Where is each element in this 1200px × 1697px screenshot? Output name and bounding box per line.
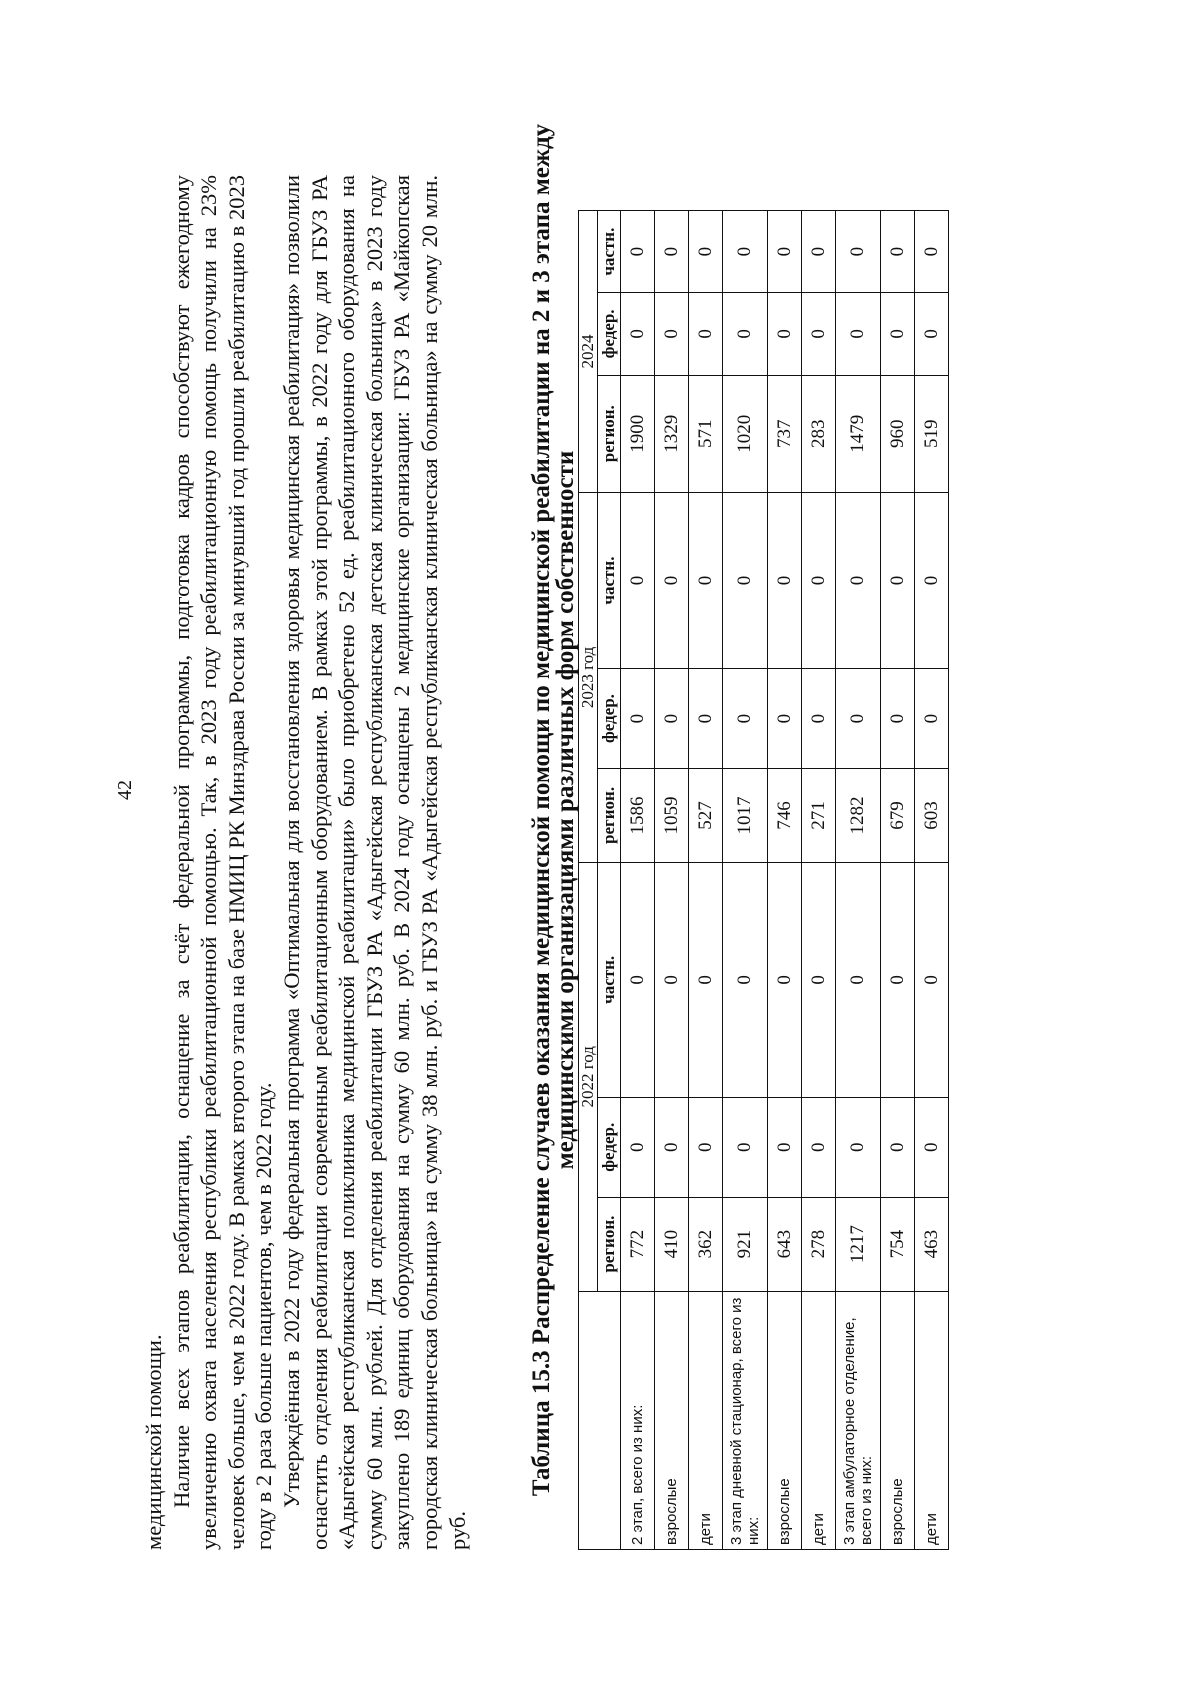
table-cell: 0: [621, 862, 655, 1097]
table-cell: 0: [768, 669, 802, 769]
table-cell: 0: [836, 293, 881, 375]
table-cell: 0: [802, 862, 836, 1097]
table-cell: 0: [655, 293, 689, 375]
table-cell: 0: [768, 293, 802, 375]
year-header: 2023 год: [579, 492, 598, 862]
table-cell: 0: [621, 492, 655, 668]
table-cell: 0: [689, 211, 723, 293]
table-cell: 0: [621, 669, 655, 769]
row-label: дети: [802, 1291, 836, 1549]
table-cell: 527: [689, 768, 723, 862]
table-cell: 1479: [836, 375, 881, 492]
table-cell: 0: [915, 211, 949, 293]
table-cell: 0: [621, 211, 655, 293]
row-label: дети: [915, 1291, 949, 1549]
table-cell: 737: [768, 375, 802, 492]
table-cell: 0: [768, 492, 802, 668]
table-cell: 0: [768, 211, 802, 293]
table-cell: 0: [621, 1097, 655, 1197]
table-cell: 0: [723, 211, 768, 293]
year-header: 2022 год: [579, 862, 598, 1291]
table-cell: 0: [689, 293, 723, 375]
paragraph: Наличие всех этапов реабилитации, оснащение за счёт федеральной программы, подготовка кадров способствуют ежегодному увеличению охвата населения республики реабилитационной помощью. Так, в 2023 году реабилитационную помощь получили на 23% человек больше, чем в 2022 году. В рамках второго этапа на базе НМИЦ РК Минздрава России за минувший год прошли реабилитацию в 2023 году в 2 раза больше пациентов, чем в 2022 году.: [168, 175, 277, 1550]
col-header: регион.: [598, 1197, 621, 1291]
table-cell: 0: [915, 1097, 949, 1197]
table-row: [655, 211, 689, 1550]
table-cell: 362: [689, 1197, 723, 1291]
table-cell: 0: [655, 492, 689, 668]
table-cell: 679: [881, 768, 915, 862]
row-label: 3 этап амбулаторное отделение, всего из них:: [836, 1291, 881, 1549]
table-cell: 1900: [621, 375, 655, 492]
table-cell: 0: [802, 211, 836, 293]
table-row: [689, 211, 723, 1550]
table-cell: 0: [689, 862, 723, 1097]
col-header: федер.: [598, 1097, 621, 1197]
table-cell: 0: [768, 1097, 802, 1197]
row-label: 3 этап дневной стационар, всего из них:: [723, 1291, 768, 1549]
table-cell: 1059: [655, 768, 689, 862]
table-cell: 571: [689, 375, 723, 492]
table-cell: 0: [836, 1097, 881, 1197]
table-row: [802, 211, 836, 1550]
table-cell: 1586: [621, 768, 655, 862]
table-row: [881, 211, 915, 1550]
table-cell: 0: [655, 862, 689, 1097]
table-cell: 0: [836, 492, 881, 668]
row-label: взрослые: [768, 1291, 802, 1549]
rehab-table: [578, 210, 949, 1550]
page-number: 42: [114, 780, 136, 800]
table-cell: 0: [802, 492, 836, 668]
table-cell: 271: [802, 768, 836, 862]
col-header: частн.: [598, 211, 621, 293]
table-body: [621, 211, 949, 1550]
table-cell: 0: [881, 1097, 915, 1197]
table-cell: 1217: [836, 1197, 881, 1291]
table-cell: 0: [915, 293, 949, 375]
table-cell: 746: [768, 768, 802, 862]
col-header: частн.: [598, 492, 621, 668]
table-cell: 0: [689, 669, 723, 769]
table-cell: 0: [723, 669, 768, 769]
table-cell: 0: [689, 492, 723, 668]
table-cell: 0: [836, 862, 881, 1097]
table-cell: 603: [915, 768, 949, 862]
table-cell: 1329: [655, 375, 689, 492]
table-cell: 0: [723, 293, 768, 375]
paragraph: Утверждённая в 2022 году федеральная программа «Оптимальная для восстановления здоровья медицинская реабилитация» позволили оснастить отделения реабилитации современным реабилитационным оборудованием. В рамках этой программы, в 2022 году для ГБУЗ РА «Адыгейская республиканская поликлиника медицинской реабилитации» было приобретено 52 ед. реабилитационного оборудования на сумму 60 млн. рублей. Для отделения реабилитации ГБУЗ РА «Адыгейская республиканская детская клиническая больница» в 2023 году закуплено 189 единиц оборудования на сумму 60 млн. руб. В 2024 году оснащены 2 медицинские организации: ГБУЗ РА «Майкопская городская клиническая больница» на сумму 38 млн. руб. и ГБУЗ РА «Адыгейская республиканская клиническая больница» на сумму 20 млн. руб.: [278, 175, 470, 1550]
table-cell: 0: [621, 293, 655, 375]
table-cell: 283: [802, 375, 836, 492]
table-cell: 0: [655, 669, 689, 769]
table-cell: 1020: [723, 375, 768, 492]
col-header: регион.: [598, 768, 621, 862]
col-header: федер.: [598, 669, 621, 769]
table-cell: 519: [915, 375, 949, 492]
table-cell: 772: [621, 1197, 655, 1291]
table-cell: 0: [723, 862, 768, 1097]
table-row: [915, 211, 949, 1550]
table-cell: 0: [915, 492, 949, 668]
table-cell: 0: [836, 211, 881, 293]
rotated-page: [112, 60, 1072, 1560]
row-label: 2 этап, всего из них:: [621, 1291, 655, 1549]
table-row: [768, 211, 802, 1550]
row-label: взрослые: [881, 1291, 915, 1549]
table-cell: 0: [802, 669, 836, 769]
table-cell: 0: [881, 492, 915, 668]
table-cell: 0: [881, 862, 915, 1097]
table-caption: Таблица 15.3 Распределение случаев оказания медицинской помощи по медицинской реабилитации на 2 и 3 этапа между медицинскими организациями различных форм собственности: [528, 123, 579, 1497]
body-text: [140, 175, 471, 1550]
table-row: [621, 211, 655, 1550]
table-cell: 0: [802, 293, 836, 375]
table-row: [836, 211, 881, 1550]
table-cell: 0: [768, 862, 802, 1097]
year-header: 2024: [579, 211, 598, 493]
table-cell: 0: [915, 862, 949, 1097]
table-cell: 0: [723, 1097, 768, 1197]
col-header: федер.: [598, 293, 621, 375]
table-cell: 0: [915, 669, 949, 769]
table-cell: 0: [723, 492, 768, 668]
table-cell: 643: [768, 1197, 802, 1291]
row-label: дети: [689, 1291, 723, 1549]
table-cell: 1282: [836, 768, 881, 862]
year-header-row: [579, 211, 598, 1550]
table-cell: 463: [915, 1197, 949, 1291]
table-cell: 754: [881, 1197, 915, 1291]
table-cell: 0: [655, 211, 689, 293]
table-cell: 0: [881, 669, 915, 769]
col-header: частн.: [598, 862, 621, 1097]
paragraph: медицинской помощи.: [141, 1334, 166, 1550]
table-cell: 921: [723, 1197, 768, 1291]
table-cell: 410: [655, 1197, 689, 1291]
table-cell: 0: [836, 669, 881, 769]
table-cell: 1017: [723, 768, 768, 862]
table-cell: 278: [802, 1197, 836, 1291]
row-label: взрослые: [655, 1291, 689, 1549]
table-cell: 960: [881, 375, 915, 492]
table-cell: 0: [689, 1097, 723, 1197]
table-cell: 0: [881, 293, 915, 375]
table-cell: 0: [802, 1097, 836, 1197]
table-cell: 0: [881, 211, 915, 293]
col-header: регион.: [598, 375, 621, 492]
row-label-header: [579, 1291, 621, 1549]
table-cell: 0: [655, 1097, 689, 1197]
table-row: [723, 211, 768, 1550]
